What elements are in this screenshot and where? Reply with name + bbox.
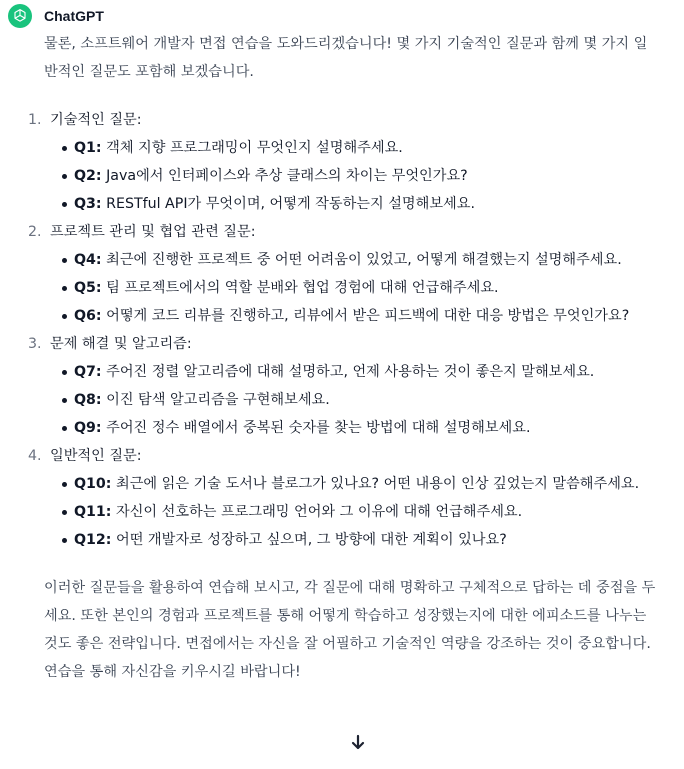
question-text: 주어진 정수 배열에서 중복된 숫자를 찾는 방법에 대해 설명해보세요. [106,420,531,436]
question-text: 객체 지향 프로그래밍이 무엇인지 설명해주세요. [106,140,403,156]
question-text: 이진 탐색 알고리즘을 구현해보세요. [106,392,330,408]
question-label: Q5: [74,280,102,296]
question-item [62,274,656,302]
section-heading: 문제 해결 및 알고리즘: [50,336,192,352]
question-label: Q10: [74,476,112,492]
section-heading: 일반적인 질문: [50,448,142,464]
section-item [28,330,656,442]
question-item [62,302,656,330]
question-item [62,498,656,526]
question-label: Q3: [74,196,102,212]
section-number: 3. [28,336,42,352]
question-item [62,246,656,274]
question-item [62,190,656,218]
question-item [62,470,656,498]
question-label: Q4: [74,252,102,268]
section-item [28,442,656,554]
question-text: 주어진 정렬 알고리즘에 대해 설명하고, 언제 사용하는 것이 좋은지 말해보세요. [106,364,595,380]
question-list [44,134,656,218]
question-item [62,526,656,554]
section-title [28,218,656,246]
arrow-down-icon [351,734,365,750]
message-content [28,30,656,686]
section-title [28,106,656,134]
section-number: 1. [28,112,42,128]
question-label: Q8: [74,392,102,408]
outro-paragraph: 이러한 질문들을 활용하여 연습해 보시고, 각 질문에 대해 명확하고 구체적으로 답하는 데 중점을 두세요. 또한 본인의 경험과 프로젝트를 통해 어떻게 학습하고 성장했는지에 대한 에피소드를 나누는 것도 좋은 전략입니다. 면접에서는 자신을 잘 어필하고 기술적인 역량을 강조하는 것이 중요합니다. 연습을 통해 자신감을 키우시길 바랍니다! [44,580,656,680]
question-item [62,414,656,442]
question-item [62,386,656,414]
question-label: Q9: [74,420,102,436]
section-title [28,442,656,470]
section-heading: 기술적인 질문: [50,112,142,128]
question-list [44,470,656,554]
question-label: Q11: [74,504,112,520]
section-number: 4. [28,448,42,464]
message-header [8,4,104,28]
question-item [62,358,656,386]
openai-logo-icon [8,4,32,28]
question-label: Q1: [74,140,102,156]
section-heading: 프로젝트 관리 및 협업 관련 질문: [50,224,256,240]
question-text: 자신이 선호하는 프로그래밍 언어와 그 이유에 대해 언급해주세요. [116,504,523,520]
section-item [28,106,656,218]
question-text: 어떤 개발자로 성장하고 싶으며, 그 방향에 대한 계획이 있나요? [116,532,507,548]
section-item [28,218,656,330]
question-text: RESTful API가 무엇이며, 어떻게 작동하는지 설명해보세요. [106,196,475,212]
question-sections [28,106,656,554]
question-text: 어떻게 코드 리뷰를 진행하고, 리뷰에서 받은 피드백에 대한 대응 방법은 무엇인가요? [106,308,630,324]
question-list [44,246,656,330]
question-list [44,358,656,442]
question-text: 팀 프로젝트에서의 역할 분배와 협업 경험에 대해 언급해주세요. [106,280,499,296]
question-label: Q6: [74,308,102,324]
question-item [62,162,656,190]
question-text: 최근에 진행한 프로젝트 중 어떤 어려움이 있었고, 어떻게 해결했는지 설명해주세요. [106,252,622,268]
sender-name: ChatGPT [44,8,104,24]
question-label: Q7: [74,364,102,380]
question-item [62,134,656,162]
section-title [28,330,656,358]
question-text: 최근에 읽은 기술 도서나 블로그가 있나요? 어떤 내용이 인상 깊었는지 말씀해주세요. [116,476,640,492]
question-text: Java에서 인터페이스와 추상 클래스의 차이는 무엇인가요? [106,168,468,184]
intro-paragraph: 물론, 소프트웨어 개발자 면접 연습을 도와드리겠습니다! 몇 가지 기술적인 질문과 함께 몇 가지 일반적인 질문도 포함해 보겠습니다. [44,36,648,80]
question-label: Q2: [74,168,102,184]
section-number: 2. [28,224,42,240]
scroll-to-bottom-button[interactable] [347,731,369,753]
question-label: Q12: [74,532,112,548]
